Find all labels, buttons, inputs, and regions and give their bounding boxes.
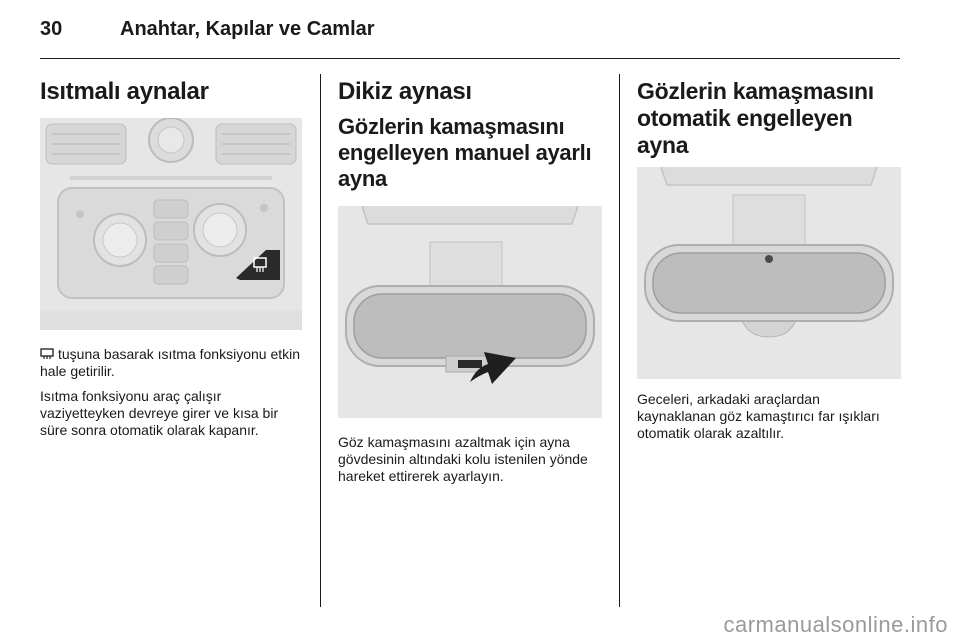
heated-mirror-note: Isıtma fonksiyonu araç çalışır vaziyetteyken devreye girer ve kısa bir süre sonra otomatik olarak kapanır. [40,388,279,438]
chapter-title: Anahtar, Kapılar ve Camlar [120,18,375,40]
climate-panel-illustration [40,118,302,330]
auto-dimming-mirror-illustration [637,167,901,379]
watermark: carmanualsonline.info [723,612,948,637]
auto-dimming-description: Geceleri, arkadaki araçlardan kaynaklanan göz kamaştırıcı far ışıkları otomatik olarak azaltılır. [637,391,880,441]
manual-mirror-illustration [338,206,602,418]
column-divider-2 [619,74,620,607]
heated-mirror-icon [40,348,54,360]
section-rearview-mirror [338,72,602,485]
column-divider-1 [320,74,321,607]
section-heading: Dikiz aynası [338,78,472,105]
page-number: 30 [40,18,63,40]
section-heading: Isıtmalı aynalar [40,78,209,105]
header-divider [40,58,900,59]
manual-mirror-instruction: Göz kamaşmasını azaltmak için ayna gövdesinin altındaki kolu istenilen yönde hareket ettirerek ayarlayın. [338,434,588,484]
section-subheading: Gözlerin kamaşmasını engelleyen manuel ayarlı ayna [338,114,592,191]
page-header [40,18,920,58]
heated-mirror-text: tuşuna basarak ısıtma fonksiyonu etkin hale getirilir. [40,346,301,379]
section-heated-mirrors [40,72,302,439]
heated-mirror-instruction [40,346,302,380]
section-auto-dimming-mirror [637,72,901,442]
section-heading: Gözlerin kamaşmasını otomatik engelleyen ayna [637,78,874,158]
